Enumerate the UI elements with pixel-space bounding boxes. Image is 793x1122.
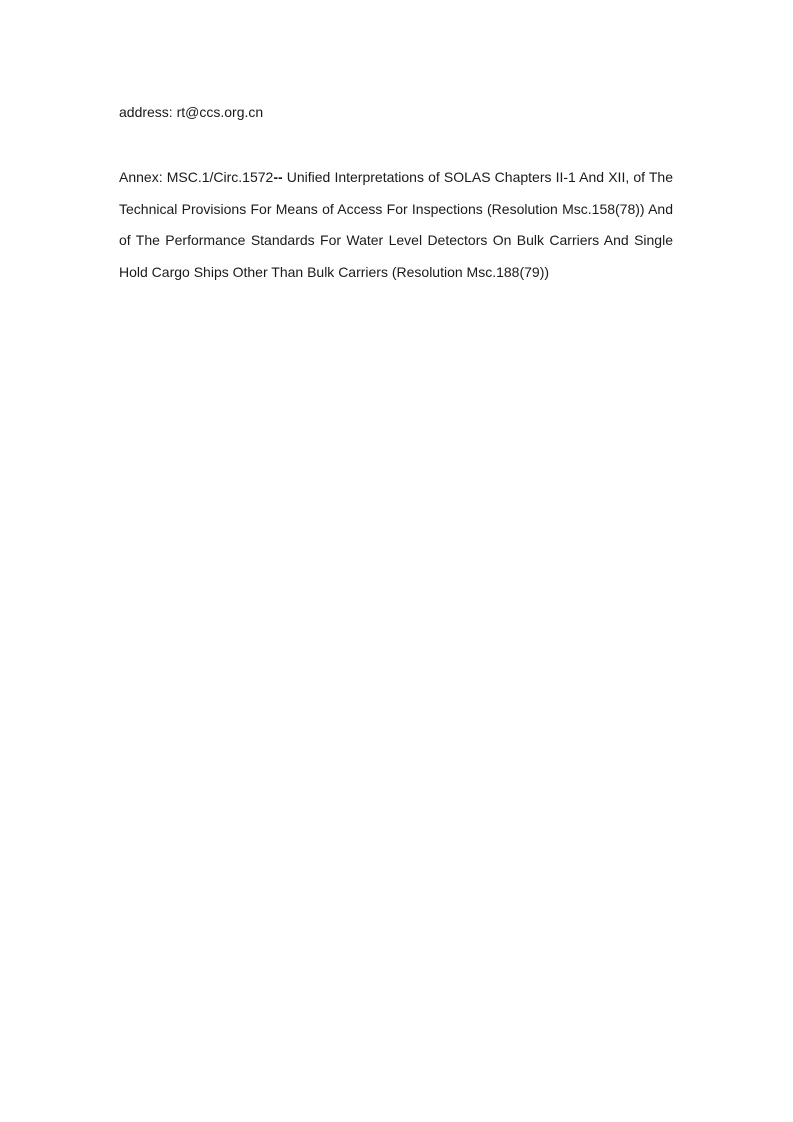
annex-paragraph <box>119 162 673 288</box>
address-line <box>119 102 263 122</box>
annex-reference: Annex: MSC.1/Circ.1572 <box>119 169 274 185</box>
annex-title: Unified Interpretations of SOLAS Chapters II-1 And XII, of The Technical Provisions For Means of Access For Inspections (Resolution Msc.158(78)) And of The Performance Standards For Water Level Detectors On Bulk Carriers And Single Hold Cargo Ships Other Than Bulk Carriers (Resolution Msc.188(79)) <box>119 169 674 280</box>
address-label: address: <box>119 104 173 120</box>
address-email: rt@ccs.org.cn <box>176 104 264 120</box>
annex-separator: -- <box>273 169 283 185</box>
